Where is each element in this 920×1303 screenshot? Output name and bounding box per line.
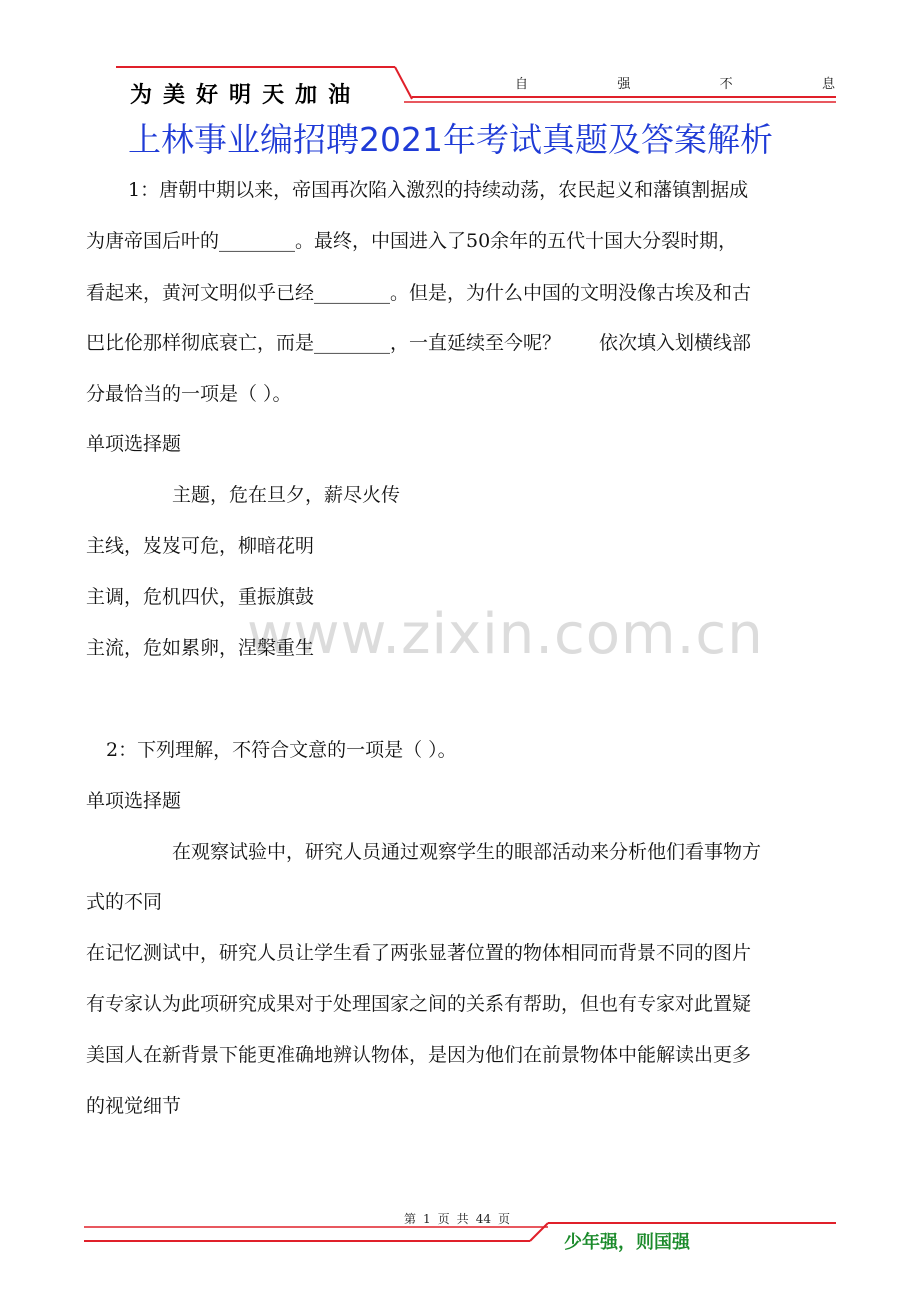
header-slogan-left: 为 美 好 明 天 加 油 xyxy=(130,83,351,108)
document-title: 上林事业编招聘2021年考试真题及答案解析 xyxy=(128,120,773,159)
q1-line-3: 看起来，黄河文明似乎已经________。但是，为什么中国的文明没像古埃及和古 xyxy=(86,282,752,304)
q1-line-1: 1：唐朝中期以来，帝国再次陷入激烈的持续动荡，农民起义和藩镇割据成 xyxy=(128,179,749,201)
q2-option-a-line-1: 在观察试验中，研究人员通过观察学生的眼部活动来分析他们看事物方 xyxy=(172,841,762,863)
footer-decoration xyxy=(0,1215,920,1255)
q1-option-d: 主流，危如累卵，涅槃重生 xyxy=(86,637,315,659)
footer-slogan: 少年强，则国强 xyxy=(564,1232,690,1253)
footer-diagonal xyxy=(530,1223,548,1241)
q2-option-d-line-2: 的视觉细节 xyxy=(86,1095,182,1117)
q2-type: 单项选择题 xyxy=(86,790,182,812)
page-number: 第 1 页 共 44 页 xyxy=(404,1212,510,1226)
q1-line-5: 分最恰当的一项是（ ）。 xyxy=(86,383,292,405)
q1-option-c: 主调，危机四伏，重振旗鼓 xyxy=(86,586,315,608)
q2-stem: 2：下列理解，不符合文意的一项是（ ）。 xyxy=(106,739,457,761)
q2-option-a-line-2: 式的不同 xyxy=(86,891,163,913)
header-slogan-right: 自 强 不 息 xyxy=(515,77,835,92)
q1-option-b: 主线，岌岌可危，柳暗花明 xyxy=(86,535,315,557)
q1-line-2: 为唐帝国后叶的________。最终，中国进入了50余年的五代十国大分裂时期， xyxy=(86,230,738,252)
q2-option-b: 在记忆测试中，研究人员让学生看了两张显著位置的物体相同而背景不同的图片 xyxy=(86,942,752,964)
watermark: www.zixin.com.cn xyxy=(247,602,764,667)
header-diagonal-line xyxy=(395,67,412,99)
q2-option-c: 有专家认为此项研究成果对于处理国家之间的关系有帮助，但也有专家对此置疑 xyxy=(86,993,752,1015)
q1-line-4: 巴比伦那样彻底衰亡，而是________，一直延续至今呢？ 依次填入划横线部 xyxy=(86,332,752,354)
q1-type: 单项选择题 xyxy=(86,433,182,455)
q2-option-d-line-1: 美国人在新背景下能更准确地辨认物体，是因为他们在前景物体中能解读出更多 xyxy=(86,1044,752,1066)
q1-option-a: 主题，危在旦夕，薪尽火传 xyxy=(172,484,401,506)
